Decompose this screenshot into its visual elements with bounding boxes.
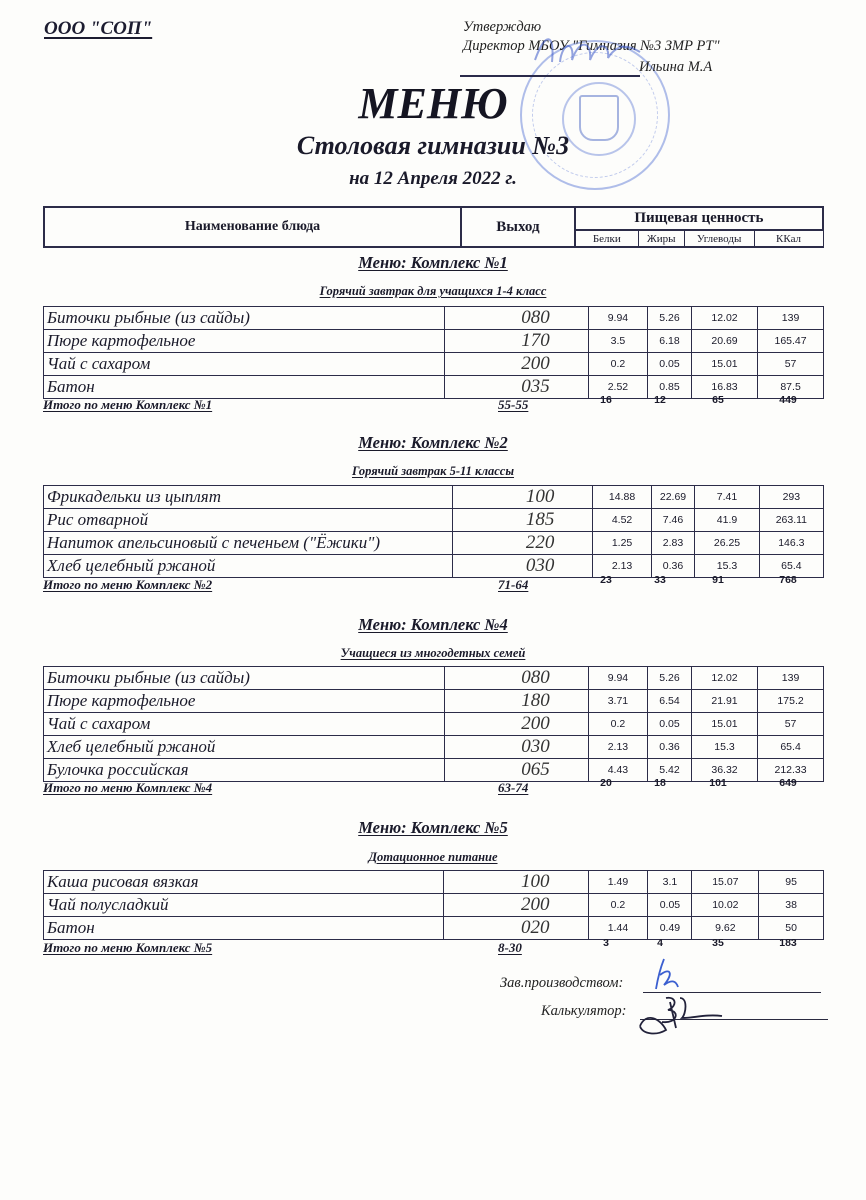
dish-name: Пюре картофельное [44, 690, 445, 713]
dish-yield: 170 [445, 330, 589, 353]
dish-carbs: 12.02 [691, 307, 757, 330]
total-kcal: 449 [779, 394, 797, 406]
page-subtitle: Столовая гимназии №3 [296, 131, 570, 160]
dish-protein: 3.71 [588, 690, 647, 713]
table-row [44, 307, 824, 330]
dish-carbs: 15.01 [691, 713, 757, 736]
menu-table [43, 485, 824, 578]
dish-yield: 080 [445, 667, 589, 690]
table-row [44, 330, 824, 353]
total-row [43, 574, 824, 595]
approval-signature-line [460, 75, 640, 77]
calculator-signature-icon [636, 992, 726, 1037]
dish-fat: 6.18 [648, 330, 692, 353]
dish-fat: 5.26 [648, 307, 692, 330]
dish-kcal: 95 [759, 871, 824, 894]
dish-yield: 030 [445, 736, 589, 759]
dish-fat: 5.42 [648, 759, 692, 782]
dish-protein: 3.5 [588, 330, 647, 353]
dish-protein: 1.49 [588, 871, 648, 894]
director-signature-icon [530, 22, 650, 72]
dish-kcal: 57 [758, 713, 824, 736]
dish-name: Пюре картофельное [44, 330, 445, 353]
dish-yield: 100 [443, 871, 588, 894]
dish-fat: 0.85 [648, 376, 692, 399]
dish-carbs: 15.07 [692, 871, 759, 894]
total-carbs: 35 [712, 937, 724, 949]
section-title: Меню: Комплекс №2 [358, 433, 508, 452]
table-row [44, 509, 824, 532]
dish-yield: 080 [445, 307, 589, 330]
section-title: Меню: Комплекс №1 [358, 253, 508, 272]
dish-yield: 180 [445, 690, 589, 713]
total-protein: 23 [600, 574, 612, 586]
dish-yield: 200 [445, 713, 589, 736]
dish-carbs: 41.9 [695, 509, 759, 532]
dish-fat: 0.36 [651, 555, 695, 578]
dish-name: Рис отварной [44, 509, 453, 532]
table-row [44, 894, 824, 917]
total-row [43, 777, 824, 798]
dish-protein: 4.43 [588, 759, 647, 782]
table-row [44, 667, 824, 690]
table-row [44, 736, 824, 759]
dish-yield: 200 [443, 894, 588, 917]
table-row [44, 486, 824, 509]
table-row [44, 871, 824, 894]
column-header-name: Наименование блюда [44, 207, 461, 247]
total-fat: 18 [654, 777, 666, 789]
dish-name: Напиток апельсиновый с печеньем ("Ёжики") [44, 532, 453, 555]
total-label: Итого по меню Комплекс №2 [43, 577, 213, 592]
dish-name: Булочка российская [44, 759, 445, 782]
total-price: 71-64 [498, 577, 529, 592]
dish-fat: 7.46 [651, 509, 695, 532]
dish-kcal: 65.4 [759, 555, 823, 578]
dish-protein: 0.2 [588, 713, 647, 736]
total-protein: 16 [600, 394, 612, 406]
dish-protein: 0.2 [588, 353, 647, 376]
dish-yield: 100 [453, 486, 593, 509]
total-fat: 12 [654, 394, 666, 406]
total-label: Итого по меню Комплекс №4 [43, 780, 213, 795]
column-header-carbs: Углеводы [684, 230, 754, 247]
dish-carbs: 15.3 [691, 736, 757, 759]
total-protein: 3 [603, 937, 609, 949]
dish-protein: 1.25 [593, 532, 651, 555]
dish-protein: 9.94 [588, 667, 647, 690]
production-head-signature-icon [650, 955, 690, 995]
menu-date: на 12 Апреля 2022 г. [349, 168, 517, 189]
section-title: Меню: Комплекс №5 [358, 818, 508, 837]
production-head-label: Зав.производством: [500, 975, 624, 991]
dish-fat: 0.49 [648, 917, 692, 940]
total-carbs: 91 [712, 574, 724, 586]
dish-kcal: 293 [759, 486, 823, 509]
total-row [43, 394, 824, 415]
dish-name: Биточки рыбные (из сайды) [44, 667, 445, 690]
total-price: 55-55 [498, 397, 529, 412]
total-protein: 20 [600, 777, 612, 789]
dish-fat: 22.69 [651, 486, 695, 509]
section-subtitle: Горячий завтрак 5-11 классы [351, 464, 515, 478]
dish-fat: 0.05 [648, 713, 692, 736]
dish-name: Чай с сахаром [44, 353, 445, 376]
total-kcal: 649 [779, 777, 797, 789]
page-title: МЕНЮ [358, 79, 508, 128]
dish-protein: 14.88 [593, 486, 651, 509]
dish-name: Хлеб целебный ржаной [44, 736, 445, 759]
dish-protein: 2.13 [588, 736, 647, 759]
total-kcal: 768 [779, 574, 797, 586]
table-row [44, 532, 824, 555]
dish-carbs: 7.41 [695, 486, 759, 509]
section-subtitle: Учащиеся из многодетных семей [340, 646, 526, 660]
dish-carbs: 16.83 [691, 376, 757, 399]
total-row [43, 937, 824, 958]
section-subtitle: Горячий завтрак для учащихся 1-4 класс [319, 284, 547, 298]
table-row [44, 713, 824, 736]
column-header-fat: Жиры [638, 230, 684, 247]
dish-protein: 2.52 [588, 376, 647, 399]
dish-fat: 2.83 [651, 532, 695, 555]
total-carbs: 65 [712, 394, 724, 406]
dish-kcal: 146.3 [759, 532, 823, 555]
menu-table [43, 666, 824, 782]
dish-kcal: 38 [759, 894, 824, 917]
dish-yield: 220 [453, 532, 593, 555]
dish-kcal: 65.4 [758, 736, 824, 759]
dish-protein: 2.13 [593, 555, 651, 578]
dish-protein: 1.44 [588, 917, 648, 940]
dish-kcal: 87.5 [758, 376, 824, 399]
dish-kcal: 50 [759, 917, 824, 940]
dish-carbs: 10.02 [692, 894, 759, 917]
dish-fat: 5.26 [648, 667, 692, 690]
table-row [44, 690, 824, 713]
dish-name: Каша рисовая вязкая [44, 871, 444, 894]
total-carbs: 101 [709, 777, 727, 789]
total-price: 8-30 [498, 940, 522, 955]
dish-carbs: 15.01 [691, 353, 757, 376]
dish-yield: 035 [445, 376, 589, 399]
column-header-table [43, 206, 824, 248]
dish-carbs: 9.62 [692, 917, 759, 940]
dish-carbs: 12.02 [691, 667, 757, 690]
dish-name: Батон [44, 376, 445, 399]
total-kcal: 183 [779, 937, 797, 949]
dish-yield: 065 [445, 759, 589, 782]
dish-carbs: 26.25 [695, 532, 759, 555]
dish-kcal: 175.2 [758, 690, 824, 713]
dish-fat: 3.1 [648, 871, 692, 894]
dish-carbs: 15.3 [695, 555, 759, 578]
column-header-kcal: ККал [754, 230, 823, 247]
total-fat: 33 [654, 574, 666, 586]
approval-position: Директор МБОУ "Гимназия №3 ЗМР РТ" [463, 38, 720, 54]
total-label: Итого по меню Комплекс №5 [43, 940, 213, 955]
dish-carbs: 20.69 [691, 330, 757, 353]
organization-name: ООО "СОП" [44, 18, 153, 39]
dish-fat: 6.54 [648, 690, 692, 713]
dish-protein: 4.52 [593, 509, 651, 532]
approval-title: Утверждаю [463, 19, 542, 35]
total-price: 63-74 [498, 780, 529, 795]
dish-fat: 0.05 [648, 894, 692, 917]
dish-kcal: 139 [758, 307, 824, 330]
dish-kcal: 212.33 [758, 759, 824, 782]
section-subtitle: Дотационное питание [368, 850, 498, 864]
dish-name: Батон [44, 917, 444, 940]
dish-carbs: 21.91 [691, 690, 757, 713]
column-header-yield: Выход [461, 207, 575, 247]
dish-protein: 9.94 [588, 307, 647, 330]
dish-kcal: 139 [758, 667, 824, 690]
column-header-nutrition: Пищевая ценность [575, 207, 823, 230]
dish-fat: 0.05 [648, 353, 692, 376]
total-fat: 4 [657, 937, 663, 949]
dish-name: Фрикадельки из цыплят [44, 486, 453, 509]
dish-carbs: 36.32 [691, 759, 757, 782]
dish-name: Хлеб целебный ржаной [44, 555, 453, 578]
calculator-label: Калькулятор: [541, 1003, 627, 1019]
dish-fat: 0.36 [648, 736, 692, 759]
dish-kcal: 263.11 [759, 509, 823, 532]
dish-yield: 020 [443, 917, 588, 940]
dish-kcal: 57 [758, 353, 824, 376]
table-row [44, 353, 824, 376]
menu-table [43, 306, 824, 399]
dish-yield: 185 [453, 509, 593, 532]
dish-name: Биточки рыбные (из сайды) [44, 307, 445, 330]
dish-name: Чай полусладкий [44, 894, 444, 917]
approval-signer: Ильина М.А [639, 59, 713, 75]
total-label: Итого по меню Комплекс №1 [43, 397, 213, 412]
menu-table [43, 870, 824, 940]
column-header-protein: Белки [575, 230, 638, 247]
dish-kcal: 165.47 [758, 330, 824, 353]
dish-yield: 030 [453, 555, 593, 578]
dish-yield: 200 [445, 353, 589, 376]
dish-name: Чай с сахаром [44, 713, 445, 736]
section-title: Меню: Комплекс №4 [358, 615, 508, 634]
dish-protein: 0.2 [588, 894, 648, 917]
